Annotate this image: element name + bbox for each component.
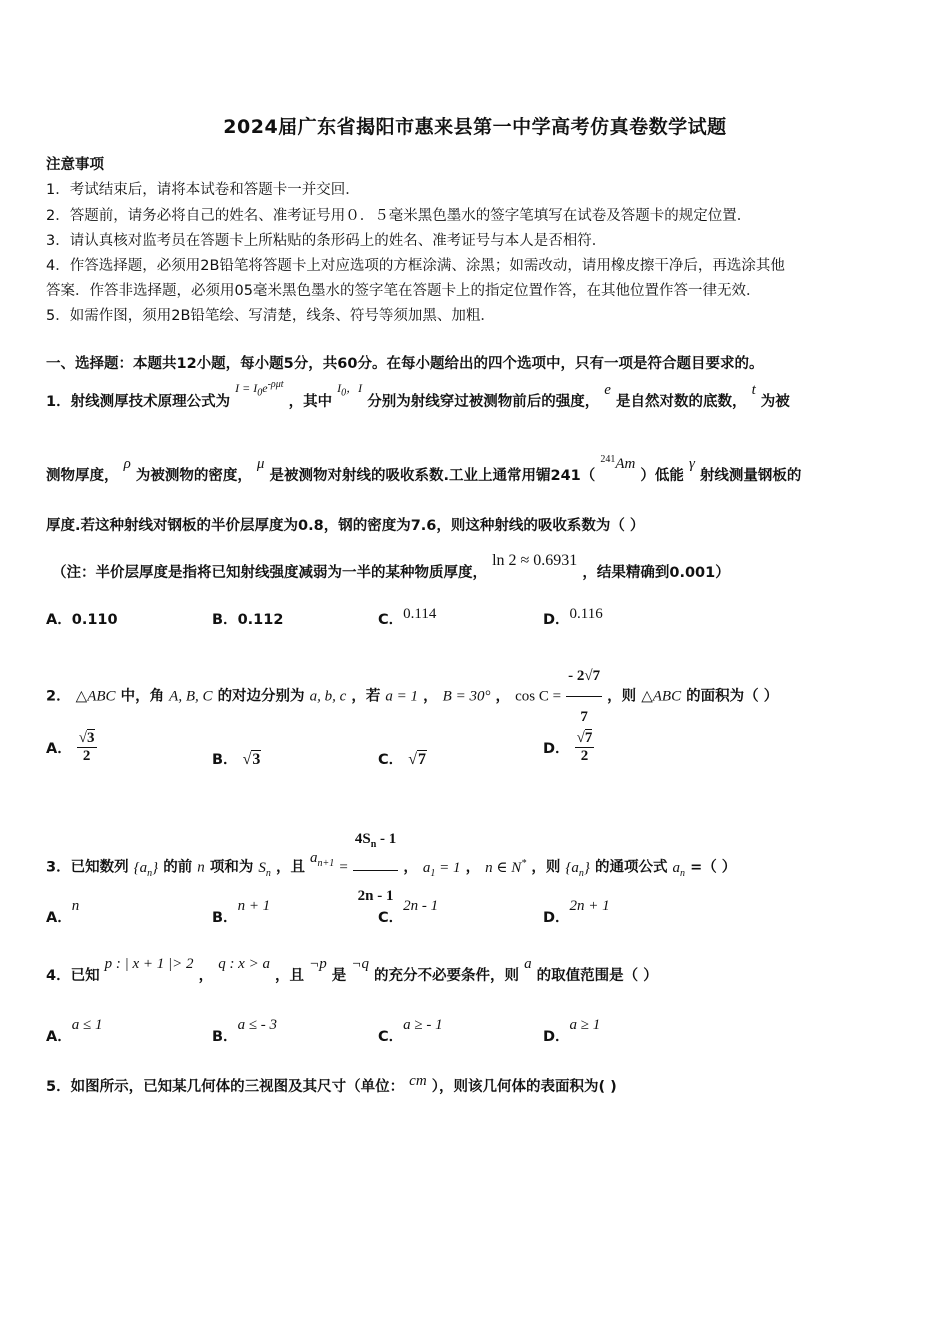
q3-text: ，: [403, 859, 418, 876]
q3-option-a[interactable]: A．n: [46, 898, 80, 926]
q1-ln2: ln 2 ≈ 0.6931: [492, 552, 578, 569]
notice-item: 4．作答选择题，必须用2B铅笔将答题卡上对应选项的方框涂满、涂黑；如需改动，请用橡皮擦干净后，再选涂其他: [46, 258, 785, 274]
q4-text: 的取值范围是（ ）: [536, 968, 658, 984]
q2-text: 2．: [46, 688, 71, 705]
q3-sequence: $\{a_n\}$: [565, 859, 590, 879]
q5-unit: cm: [409, 1073, 427, 1089]
q2-option-a-fraction: $\frac{√3}{2}$: [78, 730, 95, 764]
q5-text: 5．如图所示，已知某几何体的三视图及其尺寸（单位：: [46, 1079, 405, 1095]
section-heading: 一、选择题：本题共12小题，每小题5分，共60分。在每小题给出的四个选项中，只有一项是符合题目要求的。: [46, 356, 764, 372]
q3-text: =（ ）: [690, 859, 737, 876]
q3-equals: =: [339, 859, 348, 876]
q2-option-c[interactable]: C． √7: [378, 751, 426, 768]
q1-text: 为被测物的密度，: [135, 468, 252, 484]
q2-cos-fraction: $\frac{- 2√7}{7}$: [566, 656, 602, 737]
q4-text: 的充分不必要条件，则: [374, 968, 520, 984]
q2-text: 的面积为（ ）: [686, 688, 779, 705]
question-5: [46, 1075, 617, 1096]
q3-text: ，则: [531, 859, 561, 876]
q1-option-a[interactable]: A．0.110: [46, 612, 118, 628]
q2-triangle: △ABC: [641, 688, 682, 705]
q3-a1: $a_1 = 1$: [422, 859, 461, 879]
q4-a: a: [524, 956, 532, 972]
q3-option-c[interactable]: C．2n - 1: [378, 898, 439, 926]
q3-an1: $a_{n+1}$: [310, 849, 335, 869]
q3-text: ，: [465, 859, 481, 876]
question-3: [46, 814, 736, 921]
q5-text: ），则该几何体的表面积为( ): [431, 1079, 617, 1095]
q1-e-symbol: e: [604, 382, 611, 398]
q4-text: 4．已知: [46, 968, 100, 984]
q1-note-text: ，结果精确到0.001）: [582, 565, 730, 581]
q1-text: 分别为射线穿过被测物前后的强度，: [367, 394, 600, 410]
notice-item: 5．如需作图，须用2B铅笔绘、写清楚，线条、符号等须加黑、加粗．: [46, 308, 495, 324]
q3-sn: $S_n$: [258, 859, 271, 879]
q3-text: 的通项公式: [594, 859, 668, 876]
q1-text: 是自然对数的底数，: [616, 394, 747, 410]
q3-option-d[interactable]: D．2n + 1: [543, 898, 610, 926]
q2-text: ，: [423, 688, 438, 705]
q1-rho: ρ: [123, 456, 131, 472]
q2-option-b[interactable]: B． √3: [212, 751, 261, 768]
q1-text: ，其中: [288, 394, 333, 410]
question-1-line2: [46, 454, 802, 485]
q4-text: 是: [331, 968, 347, 984]
q3-sequence: $\{a_n\}$: [133, 859, 159, 879]
q2-angles: A, B, C: [169, 688, 213, 705]
q2-b-angle: B = 30°: [442, 688, 491, 705]
notice-item: 3．请认真核对监考员在答题卡上所粘贴的条形码上的姓名、准考证号与本人是否相符．: [46, 233, 607, 249]
q4-not-q: ¬q: [351, 956, 369, 972]
page-title: 2024届广东省揭阳市惠来县第一中学高考仿真卷数学试题: [223, 116, 727, 138]
notice-item: 2．答题前，请务必将自己的姓名、准考证号用０．５毫米黑色墨水的签字笔填写在试卷及答题卡的规定位置．: [46, 208, 752, 224]
q4-q: q : x > a: [218, 956, 270, 972]
q2-sides: a, b, c: [309, 688, 347, 705]
q1-option-c[interactable]: C．0.114: [378, 606, 437, 628]
q2-text: ，若: [351, 688, 381, 705]
q1-formula: I = I0e-ρμt: [235, 379, 284, 399]
q3-an: $a_n$: [672, 859, 686, 879]
q1-americium: $^{241}$Am: [600, 454, 636, 472]
q1-mu: μ: [256, 456, 265, 472]
q3-n: n: [197, 859, 205, 876]
q1-i0: I0，I: [337, 381, 363, 399]
q2-triangle: △ABC: [75, 688, 116, 705]
q3-fraction: $\frac{4S_n - 1}{2n - 1}$: [353, 814, 398, 921]
q2-a-value: a = 1: [385, 688, 419, 705]
q3-n-in-N: n ∈ N*: [485, 857, 527, 876]
q2-cos: cos C =: [515, 688, 562, 705]
q1-text: ）低能: [640, 468, 684, 484]
q1-text: 1．射线测厚技术原理公式为: [46, 394, 231, 410]
question-2: [46, 656, 778, 737]
q2-text: ，: [495, 688, 511, 705]
q2-text: 的对边分别为: [217, 688, 305, 705]
q4-option-c[interactable]: C．a ≥ - 1: [378, 1017, 443, 1045]
q1-option-d[interactable]: D．0.116: [543, 606, 603, 628]
q1-note-text: （注：半价层厚度是指将已知射线强度减弱为一半的某种物质厚度，: [52, 565, 487, 581]
q4-p: p : | x + 1 |> 2: [104, 956, 194, 972]
q4-not-p: ¬p: [309, 956, 327, 972]
question-4: [46, 956, 658, 985]
q3-text: 3．已知数列: [46, 859, 129, 876]
q3-option-b[interactable]: B．n + 1: [212, 898, 271, 926]
question-1-line3: 厚度.若这种射线对钢板的半价层厚度为0.8，钢的密度为7.6，则这种射线的吸收系数为（ ）: [46, 518, 645, 534]
q3-text: ，且: [275, 859, 305, 876]
q2-text: ，则: [607, 688, 637, 705]
q4-option-a[interactable]: A．a ≤ 1: [46, 1017, 103, 1045]
q2-text: 中，角: [120, 688, 165, 705]
q1-option-b[interactable]: B．0.112: [212, 612, 284, 628]
q2-option-d-fraction: $\frac{√7}{2}$: [576, 730, 593, 764]
q2-option-a[interactable]: A． $\frac{√3}{2}$: [46, 730, 95, 764]
q1-text: 是被测物对射线的吸收系数.工业上通常用镅241（: [269, 468, 596, 484]
q1-text: 测物厚度，: [46, 468, 119, 484]
q4-option-d[interactable]: D．a ≥ 1: [543, 1017, 601, 1045]
question-1-note: [52, 552, 730, 582]
notice-item: 答案．作答非选择题，必须用05毫米黑色墨水的签字笔在答题卡上的指定位置作答，在其他位置作答一律无效．: [46, 283, 761, 299]
notice-heading: 注意事项: [46, 157, 104, 173]
q1-t-symbol: t: [751, 382, 756, 398]
q3-text: 项和为: [209, 859, 254, 876]
q4-text: ，: [198, 968, 214, 984]
q1-gamma: γ: [688, 456, 695, 472]
q2-option-d[interactable]: D． $\frac{√7}{2}$: [543, 730, 593, 764]
q3-text: 的前: [163, 859, 193, 876]
q4-option-b[interactable]: B．a ≤ - 3: [212, 1017, 278, 1045]
q1-text: 为被: [760, 394, 790, 410]
q4-text: ，且: [275, 968, 305, 984]
notice-item: 1．考试结束后，请将本试卷和答题卡一并交回．: [46, 182, 360, 198]
q1-text: 射线测量钢板的: [699, 468, 802, 484]
